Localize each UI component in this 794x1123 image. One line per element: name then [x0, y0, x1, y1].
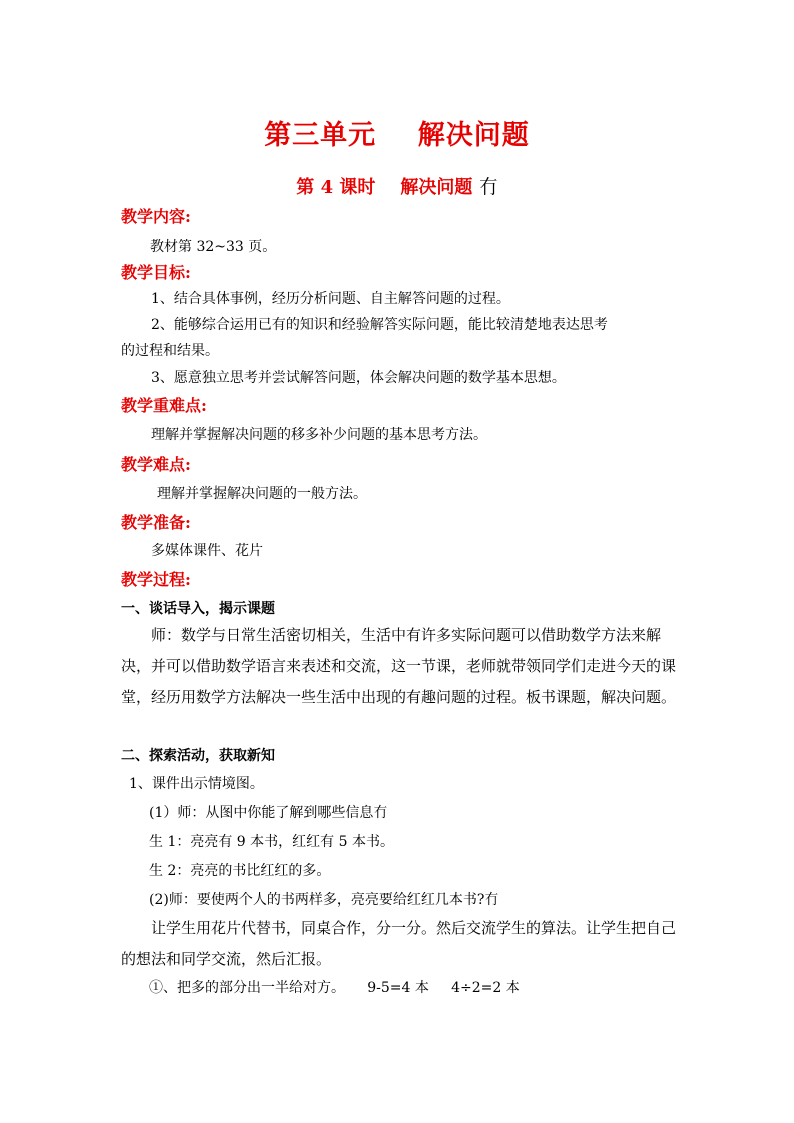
question-2: (2)师：要使两个人的书两样多，亮亮要给红红几本书?冇: [149, 892, 499, 908]
method-1: ①、把多的部分出一半给对方。 9-5=4 本 4÷2=2 本: [149, 980, 520, 996]
lesson-subtitle-main: 第 4 课时 解决问题: [296, 177, 479, 198]
lesson-subtitle: [0, 172, 794, 199]
key-points-text: 理解并掌握解决问题的移多补少问题的基本思考方法。: [151, 427, 487, 443]
heading-difficult-points: 教学难点:: [121, 455, 191, 474]
goal-2-line-1: 2、能够综合运用已有的知识和经验解答实际问题，能比较清楚地表达思考: [151, 317, 608, 333]
student-1-answer: 生 1：亮亮有 9 本书，红红有 5 本书。: [149, 834, 394, 850]
section-2-title: 二、探索活动，获取新知: [121, 748, 275, 764]
goal-1: 1、结合具体事例，经历分析问题、自主解答问题的过程。: [151, 291, 510, 307]
heading-preparation: 教学准备:: [121, 513, 191, 532]
lesson-subtitle-mark: 冇: [478, 176, 498, 198]
student-2-answer: 生 2：亮亮的书比红红的多。: [149, 863, 331, 879]
section-1-title: 一、谈话导入，揭示课题: [121, 601, 275, 617]
group-work-paragraph: 让学生用花片代替书，同桌合作，分一分。然后交流学生的算法。让学生把自己的想法和同学交流，然后汇报。: [121, 919, 677, 968]
preparation-text: 多媒体课件、花片: [151, 543, 263, 559]
heading-content: 教学内容:: [121, 207, 191, 226]
content-text: 教材第 32~33 页。: [150, 239, 277, 255]
goal-2-line-2: 的过程和结果。: [121, 343, 219, 359]
difficult-points-text: 理解并掌握解决问题的一般方法。: [157, 486, 367, 502]
item-1: 1、课件出示情境图。: [129, 776, 264, 792]
unit-title: 第三单元 解决问题: [264, 120, 530, 151]
heading-goals: 教学目标:: [121, 263, 191, 282]
goal-3: 3、愿意独立思考并尝试解答问题，体会解决问题的数学基本思想。: [151, 370, 566, 386]
question-1: (1）师：从图中你能了解到哪些信息冇: [149, 805, 388, 821]
section-1-paragraph: 师：数学与日常生活密切相关，生活中有许多实际问题可以借助数学方法来解决，并可以借助数学语言来表述和交流，这一节课，老师就带领同学们走进今天的课堂，经历用数学方法解决一些生活中出现的有趣问题的过程。板书课题，解决问题。: [121, 626, 677, 706]
heading-process: 教学过程:: [121, 570, 191, 589]
heading-key-points: 教学重难点:: [121, 396, 207, 415]
